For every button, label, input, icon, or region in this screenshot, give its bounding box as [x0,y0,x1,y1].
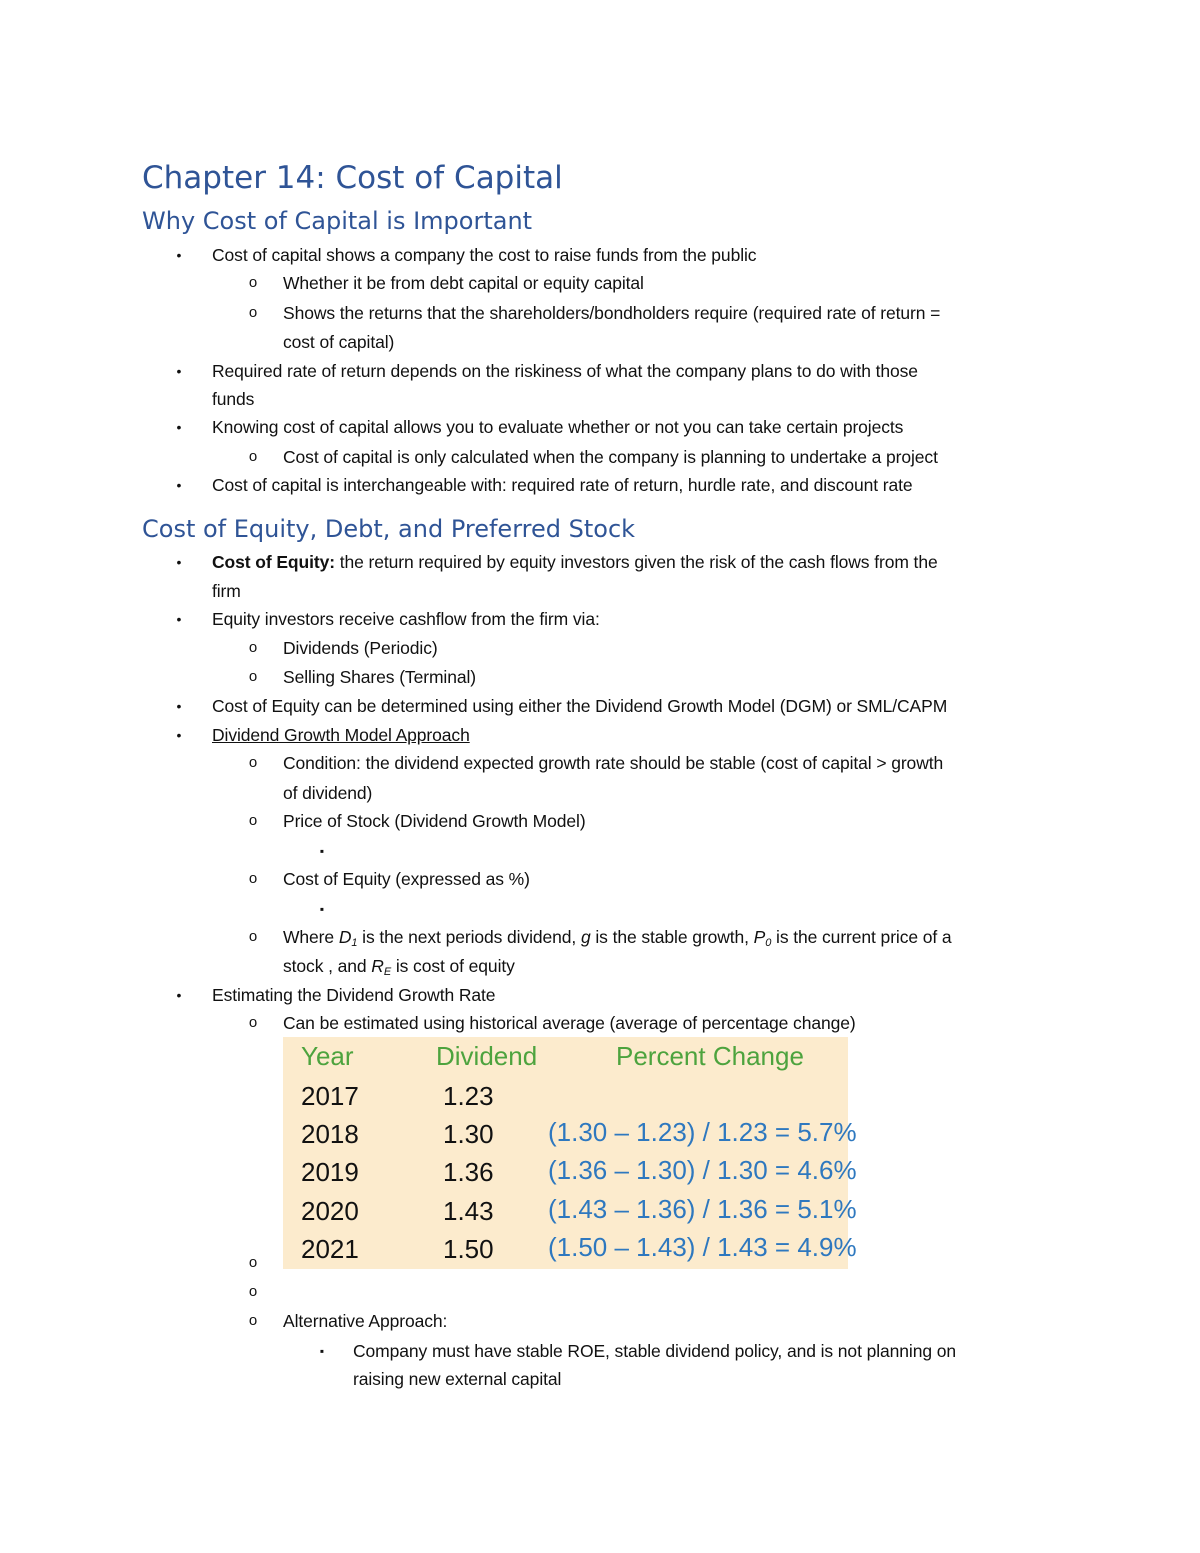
bullet-square: ▪ [319,1344,325,1358]
table-cell-year: 2017 [301,1081,359,1111]
list-item: Estimating the Dividend Growth Rate [212,985,496,1005]
table-cell-dividend: 1.36 [443,1157,494,1187]
bullet-dot: • [176,477,182,493]
list-item-continuation: of dividend) [283,783,373,803]
table-header-year: Year [301,1041,354,1071]
list-item: Cost of capital shows a company the cost to raise funds from the public [212,245,757,265]
term-cost-of-equity: Cost of Equity: [212,552,335,572]
subscript: E [383,966,392,978]
list-item: Alternative Approach: [283,1311,448,1331]
list-item: Required rate of return depends on the riskiness of what the company plans to do with those [212,361,918,381]
table-cell-percent-change: (1.36 – 1.30) / 1.30 = 4.6% [548,1155,857,1185]
list-item-continuation [283,955,515,983]
bullet-circle: o [248,639,258,656]
bullet-circle: o [248,448,258,465]
list-item: Price of Stock (Dividend Growth Model) [283,811,586,831]
list-item-continuation: firm [212,581,241,601]
bullet-dot: • [176,698,182,714]
text-run: is cost of equity [391,956,515,976]
table-cell-percent-change: (1.43 – 1.36) / 1.36 = 5.1% [548,1194,857,1224]
dividend-table [283,1037,857,1269]
list-item: Cost of capital is interchangeable with: required rate of return, hurdle rate, and discount rate [212,475,913,495]
table-cell-dividend: 1.50 [443,1234,494,1264]
bullet-circle: o [248,1312,258,1329]
list-item-continuation: raising new external capital [353,1369,562,1389]
list-item [212,551,938,573]
table-cell-dividend: 1.43 [443,1196,494,1226]
list-item-continuation: cost of capital) [283,332,395,352]
bullet-circle: o [248,1014,258,1031]
bullet-circle: o [248,304,258,321]
text-run: Where [283,927,339,947]
bullet-dot: • [176,419,182,435]
table-cell-year: 2018 [301,1119,359,1149]
term-condition: Condition: [283,753,361,773]
definition-text: the return required by equity investors given the risk of the cash flows from the [334,552,938,572]
bullet-dot: • [176,247,182,263]
table-cell-dividend: 1.23 [443,1081,494,1111]
table-cell-year: 2020 [301,1196,359,1226]
bullet-circle: o [248,1254,258,1271]
subscript: 1 [351,937,358,949]
bullet-circle: o [248,1283,258,1300]
subscript: 0 [765,937,772,949]
list-item [283,926,952,954]
bullet-circle: o [248,870,258,887]
var-d: D [338,927,352,947]
list-item: Can be estimated using historical average (average of percentage change) [283,1013,856,1033]
bullet-circle: o [248,274,258,291]
table-cell-dividend: 1.30 [443,1119,494,1149]
list-item: Dividends (Periodic) [283,638,438,658]
list-item: Cost of Equity can be determined using either the Dividend Growth Model (DGM) or SML/CAPM [212,696,948,716]
list-item-continuation: funds [212,389,255,409]
text-run: is the current price of a [771,927,952,947]
bullet-square: ▪ [319,902,325,916]
bullet-circle: o [248,754,258,771]
dgm-approach-heading: Dividend Growth Model Approach [212,725,470,745]
list-item: Whether it be from debt capital or equity capital [283,273,644,293]
table-cell-year: 2019 [301,1157,359,1187]
bullet-circle: o [248,668,258,685]
bullet-circle: o [248,928,258,945]
list-item: Cost of capital is only calculated when the company is planning to undertake a project [283,447,938,467]
section-heading-importance: Why Cost of Capital is Important [142,207,533,235]
bullet-dot: • [176,363,182,379]
table-header-percent-change: Percent Change [616,1041,804,1071]
table-cell-percent-change: (1.30 – 1.23) / 1.23 = 5.7% [548,1117,857,1147]
bullet-dot: • [176,727,182,743]
list-item [283,752,943,774]
var-p: P [753,927,766,947]
condition-text: the dividend expected growth rate should be stable (cost of capital > growth [360,753,944,773]
list-item: Cost of Equity (expressed as %) [283,869,530,889]
var-r: R [371,956,384,976]
section-heading-cost-of-equity: Cost of Equity, Debt, and Preferred Stock [142,515,636,543]
list-item: Equity investors receive cashflow from the firm via: [212,609,600,629]
table-cell-year: 2021 [301,1234,359,1264]
chapter-title: Chapter 14: Cost of Capital [142,160,563,196]
list-item: Shows the returns that the shareholders/bondholders require (required rate of return = [283,303,941,323]
table-cell-percent-change: (1.50 – 1.43) / 1.43 = 4.9% [548,1232,857,1262]
table-header-dividend: Dividend [436,1041,538,1071]
bullet-dot: • [176,611,182,627]
bullet-dot: • [176,554,182,570]
list-item: Knowing cost of capital allows you to evaluate whether or not you can take certain projects [212,417,904,437]
bullet-circle: o [248,812,258,829]
text-run: is the stable growth, [590,927,754,947]
text-run: stock , and [283,956,372,976]
list-item: Selling Shares (Terminal) [283,667,476,687]
bullet-dot: • [176,987,182,1003]
var-g: g [580,927,591,947]
text-run: is the next periods dividend, [357,927,581,947]
list-item: Company must have stable ROE, stable dividend policy, and is not planning on [353,1341,956,1361]
bullet-square: ▪ [319,844,325,858]
